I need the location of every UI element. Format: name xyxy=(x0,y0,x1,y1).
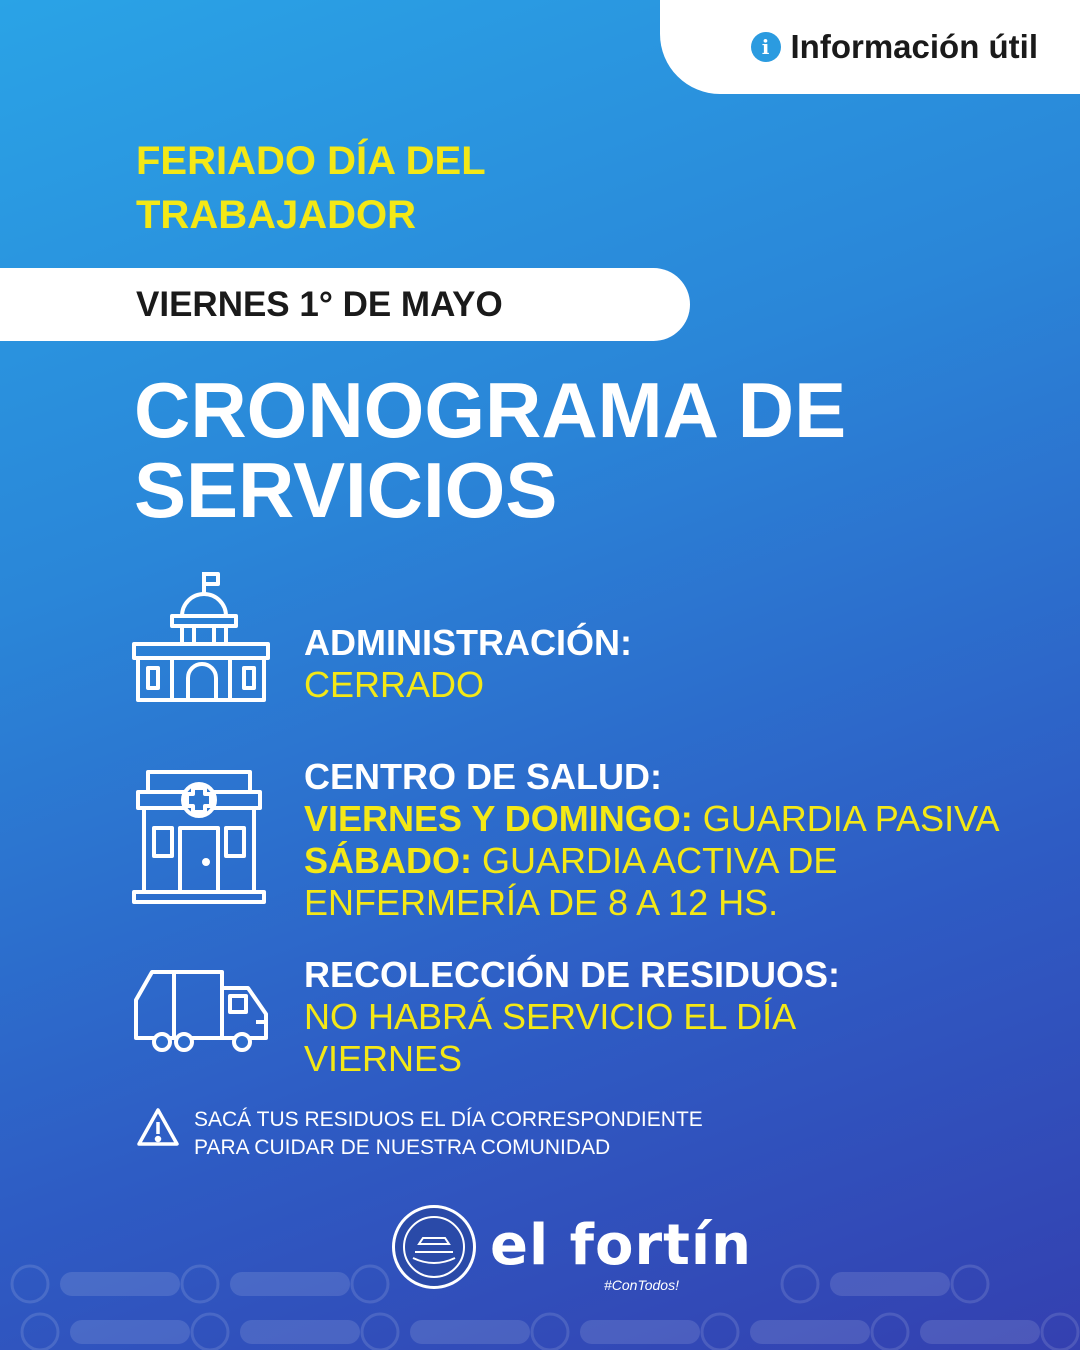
info-label: Información útil xyxy=(790,28,1038,65)
page-title xyxy=(134,366,1034,534)
service-row xyxy=(304,798,1000,840)
holiday-line-2: TRABAJADOR xyxy=(136,193,416,237)
warning-icon xyxy=(136,1106,180,1155)
service-title: CENTRO DE SALUD: xyxy=(304,756,662,797)
date-bar xyxy=(0,268,690,341)
brand-name: el fortín xyxy=(490,1213,752,1278)
warning-note xyxy=(136,1106,703,1162)
service-days: VIERNES Y DOMINGO: xyxy=(304,798,693,839)
service-status: CERRADO xyxy=(304,664,485,705)
service-status: GUARDIA PASIVA xyxy=(692,798,1000,839)
date-text: VIERNES 1° DE MAYO xyxy=(136,284,503,324)
service-status: GUARDIA ACTIVA DE xyxy=(472,840,838,881)
service-text xyxy=(304,622,632,706)
warning-line-2: PARA CUIDAR DE NUESTRA COMUNIDAD xyxy=(194,1136,611,1159)
holiday-line-1: FERIADO DÍA DEL xyxy=(136,139,486,183)
government-building-icon xyxy=(132,570,272,709)
service-status: ENFERMERÍA DE 8 A 12 HS. xyxy=(304,882,779,923)
service-text xyxy=(304,756,1000,924)
service-title: ADMINISTRACIÓN: xyxy=(304,622,632,663)
garbage-truck-icon xyxy=(132,968,272,1059)
service-days: SÁBADO: xyxy=(304,840,472,881)
warning-line-1: SACÁ TUS RESIDUOS EL DÍA CORRESPONDIENTE xyxy=(194,1108,703,1131)
warning-text xyxy=(194,1106,703,1162)
brand-watermark-pattern xyxy=(0,1262,1080,1350)
info-tab xyxy=(660,0,1080,94)
service-status: NO HABRÁ SERVICIO EL DÍA xyxy=(304,996,797,1037)
service-title: RECOLECCIÓN DE RESIDUOS: xyxy=(304,954,841,995)
health-center-icon xyxy=(132,770,266,909)
service-status: VIERNES xyxy=(304,1038,463,1079)
title-line-2: SERVICIOS xyxy=(134,446,558,534)
holiday-heading xyxy=(136,134,656,242)
title-line-1: CRONOGRAMA DE xyxy=(134,366,847,454)
info-icon: i xyxy=(751,32,781,62)
service-text xyxy=(304,954,840,1080)
service-row xyxy=(304,840,1000,882)
brand-hashtag: #ConTodos! xyxy=(604,1277,679,1293)
